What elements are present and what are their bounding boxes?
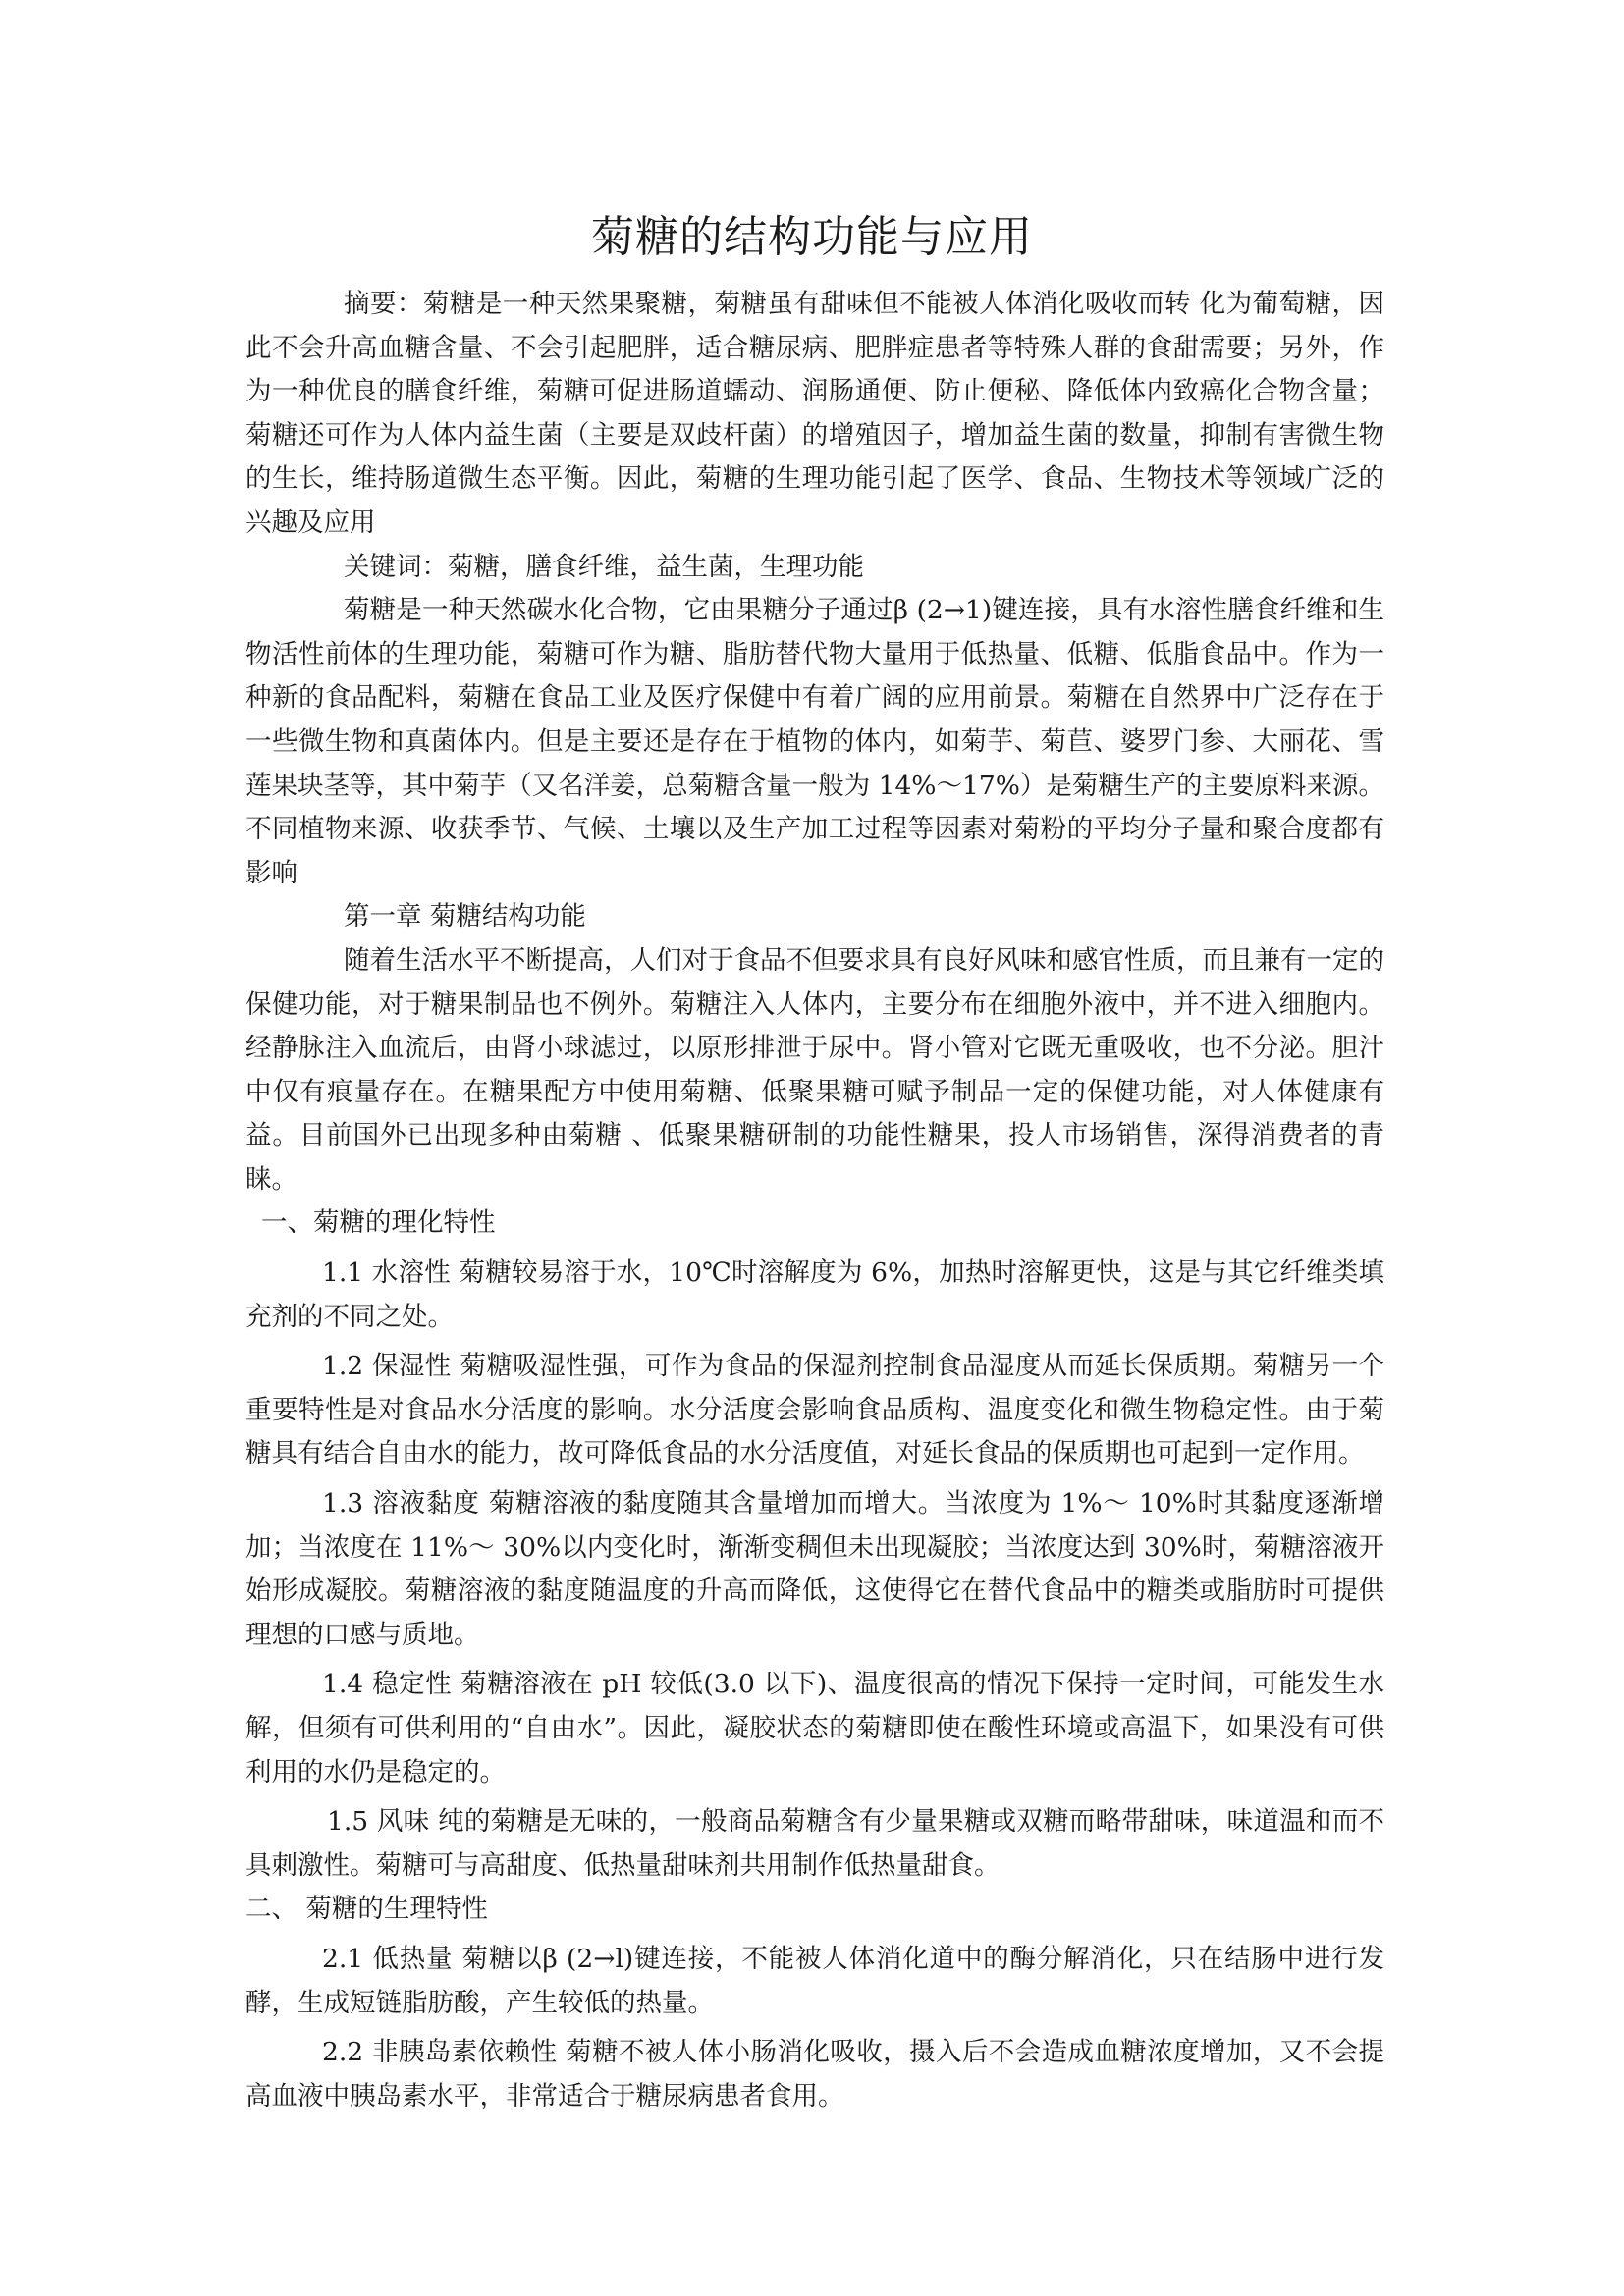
section-1-2-paragraph: 1.2 保湿性 菊糖吸湿性强，可作为食品的保湿剂控制食品湿度从而延长保质期。菊糖另一个重要特性是对食品水分活度的影响。水分活度会影响食品质构、温度变化和微生物稳定性。由于菊糖具有结合自由水的能力，故可降低食品的水分活度值，对延长食品的保质期也可起到一定作用。 (245, 1351, 1384, 1469)
section-2-heading: 二、 菊糖的生理特性 (245, 1894, 488, 1925)
document-body (245, 283, 1384, 2118)
section-1-5-paragraph: 1.5 风味 纯的菊糖是无味的，一般商品菊糖含有少量果糖或双糖而略带甜味，味道温和而不具刺激性。菊糖可与高甜度、低热量甜味剂共用制作低热量甜食。 (245, 1806, 1384, 1881)
intro-paragraph: 菊糖是一种天然碳水化合物，它由果糖分子通过β (2→1)键连接，具有水溶性膳食纤维和生物活性前体的生理功能，菊糖可作为糖、脂肪替代物大量用于低热量、低糖、低脂食品中。作为一种新的食品配料，菊糖在食品工业及医疗保健中有着广阔的应用前景。菊糖在自然界中广泛存在于一些微生物和真菌体内。但是主要还是存在于植物的体内，如菊芋、菊苣、婆罗门参、大丽花、雪莲果块茎等，其中菊芋（又名洋姜，总菊糖含量一般为 14%～17%）是菊糖生产的主要原料来源。不同植物来源、收获季节、气候、土壤以及生产加工过程等因素对菊粉的平均分子量和聚合度都有影响 (245, 595, 1384, 888)
section-1-4-paragraph: 1.4 稳定性 菊糖溶液在 pH 较低(3.0 以下)、温度很高的情况下保持一定时间，可能发生水解，但须有可供利用的“自由水”。因此，凝胶状态的菊糖即使在酸性环境或高温下，如果没有可供利用的水仍是稳定的。 (245, 1669, 1384, 1788)
chapter-1-paragraph: 随着生活水平不断提高，人们对于食品不但要求具有良好风味和感官性质，而且兼有一定的保健功能，对于糖果制品也不例外。菊糖注入人体内，主要分布在细胞外液中，并不进入细胞内。经静脉注入血流后，由肾小球滤过，以原形排泄于尿中。肾小管对它既无重吸收，也不分泌。胆汁中仅有痕量存在。在糖果配方中使用菊糖、低聚果糖可赋予制品一定的保健功能，对人体健康有益。目前国外已出现多种由菊糖 、低聚果糖研制的功能性糖果，投人市场销售，深得消费者的青睐。 (245, 944, 1384, 1195)
section-2-1-paragraph: 2.1 低热量 菊糖以β (2→l)键连接，不能被人体消化道中的酶分解消化，只在结肠中进行发酵，生成短链脂肪酸，产生较低的热量。 (245, 1943, 1384, 2018)
document-title: 菊糖的结构功能与应用 (591, 212, 1033, 262)
section-1-1-paragraph: 1.1 水溶性 菊糖较易溶于水，10℃时溶解度为 6%，加热时溶解更快，这是与其它纤维类填充剂的不同之处。 (245, 1257, 1384, 1332)
chapter-1-heading: 第一章 菊糖结构功能 (344, 901, 586, 933)
abstract-paragraph: 摘要：菊糖是一种天然果聚糖，菊糖虽有甜味但不能被人体消化吸收而转 化为葡萄糖，因此不会升高血糖含量、不会引起肥胖，适合糖尿病、肥胖症患者等特殊人群的食甜需要；另外，作为一种优良的膳食纤维，菊糖可促进肠道蠕动、润肠通便、防止便秘、降低体内致癌化合物含量；菊糖还可作为人体内益生菌（主要是双歧杆菌）的增殖因子，增加益生菌的数量，抑制有害微生物的生长，维持肠道微生态平衡。因此，菊糖的生理功能引起了医学、食品、生物技术等领域广泛的兴趣及应用 (245, 289, 1384, 538)
section-2-2-paragraph: 2.2 非胰岛素依赖性 菊糖不被人体小肠消化吸收，摄入后不会造成血糖浓度增加，又不会提高血液中胰岛素水平，非常适合于糖尿病患者食用。 (245, 2037, 1384, 2111)
section-1-heading: 一、菊糖的理化特性 (261, 1207, 496, 1239)
keywords-paragraph: 关键词：菊糖，膳食纤维，益生菌，生理功能 (344, 551, 864, 582)
section-1-3-paragraph: 1.3 溶液黏度 菊糖溶液的黏度随其含量增加而增大。当浓度为 1%～ 10%时其黏度逐渐增加；当浓度在 11%～ 30%以内变化时，渐渐变稠但未出现凝胶；当浓度达到 30%时，菊糖溶液开始形成凝胶。菊糖溶液的黏度随温度的升高而降低，这使得它在替代食品中的糖类或脂肪时可提供理想的口感与质地。 (245, 1488, 1384, 1650)
